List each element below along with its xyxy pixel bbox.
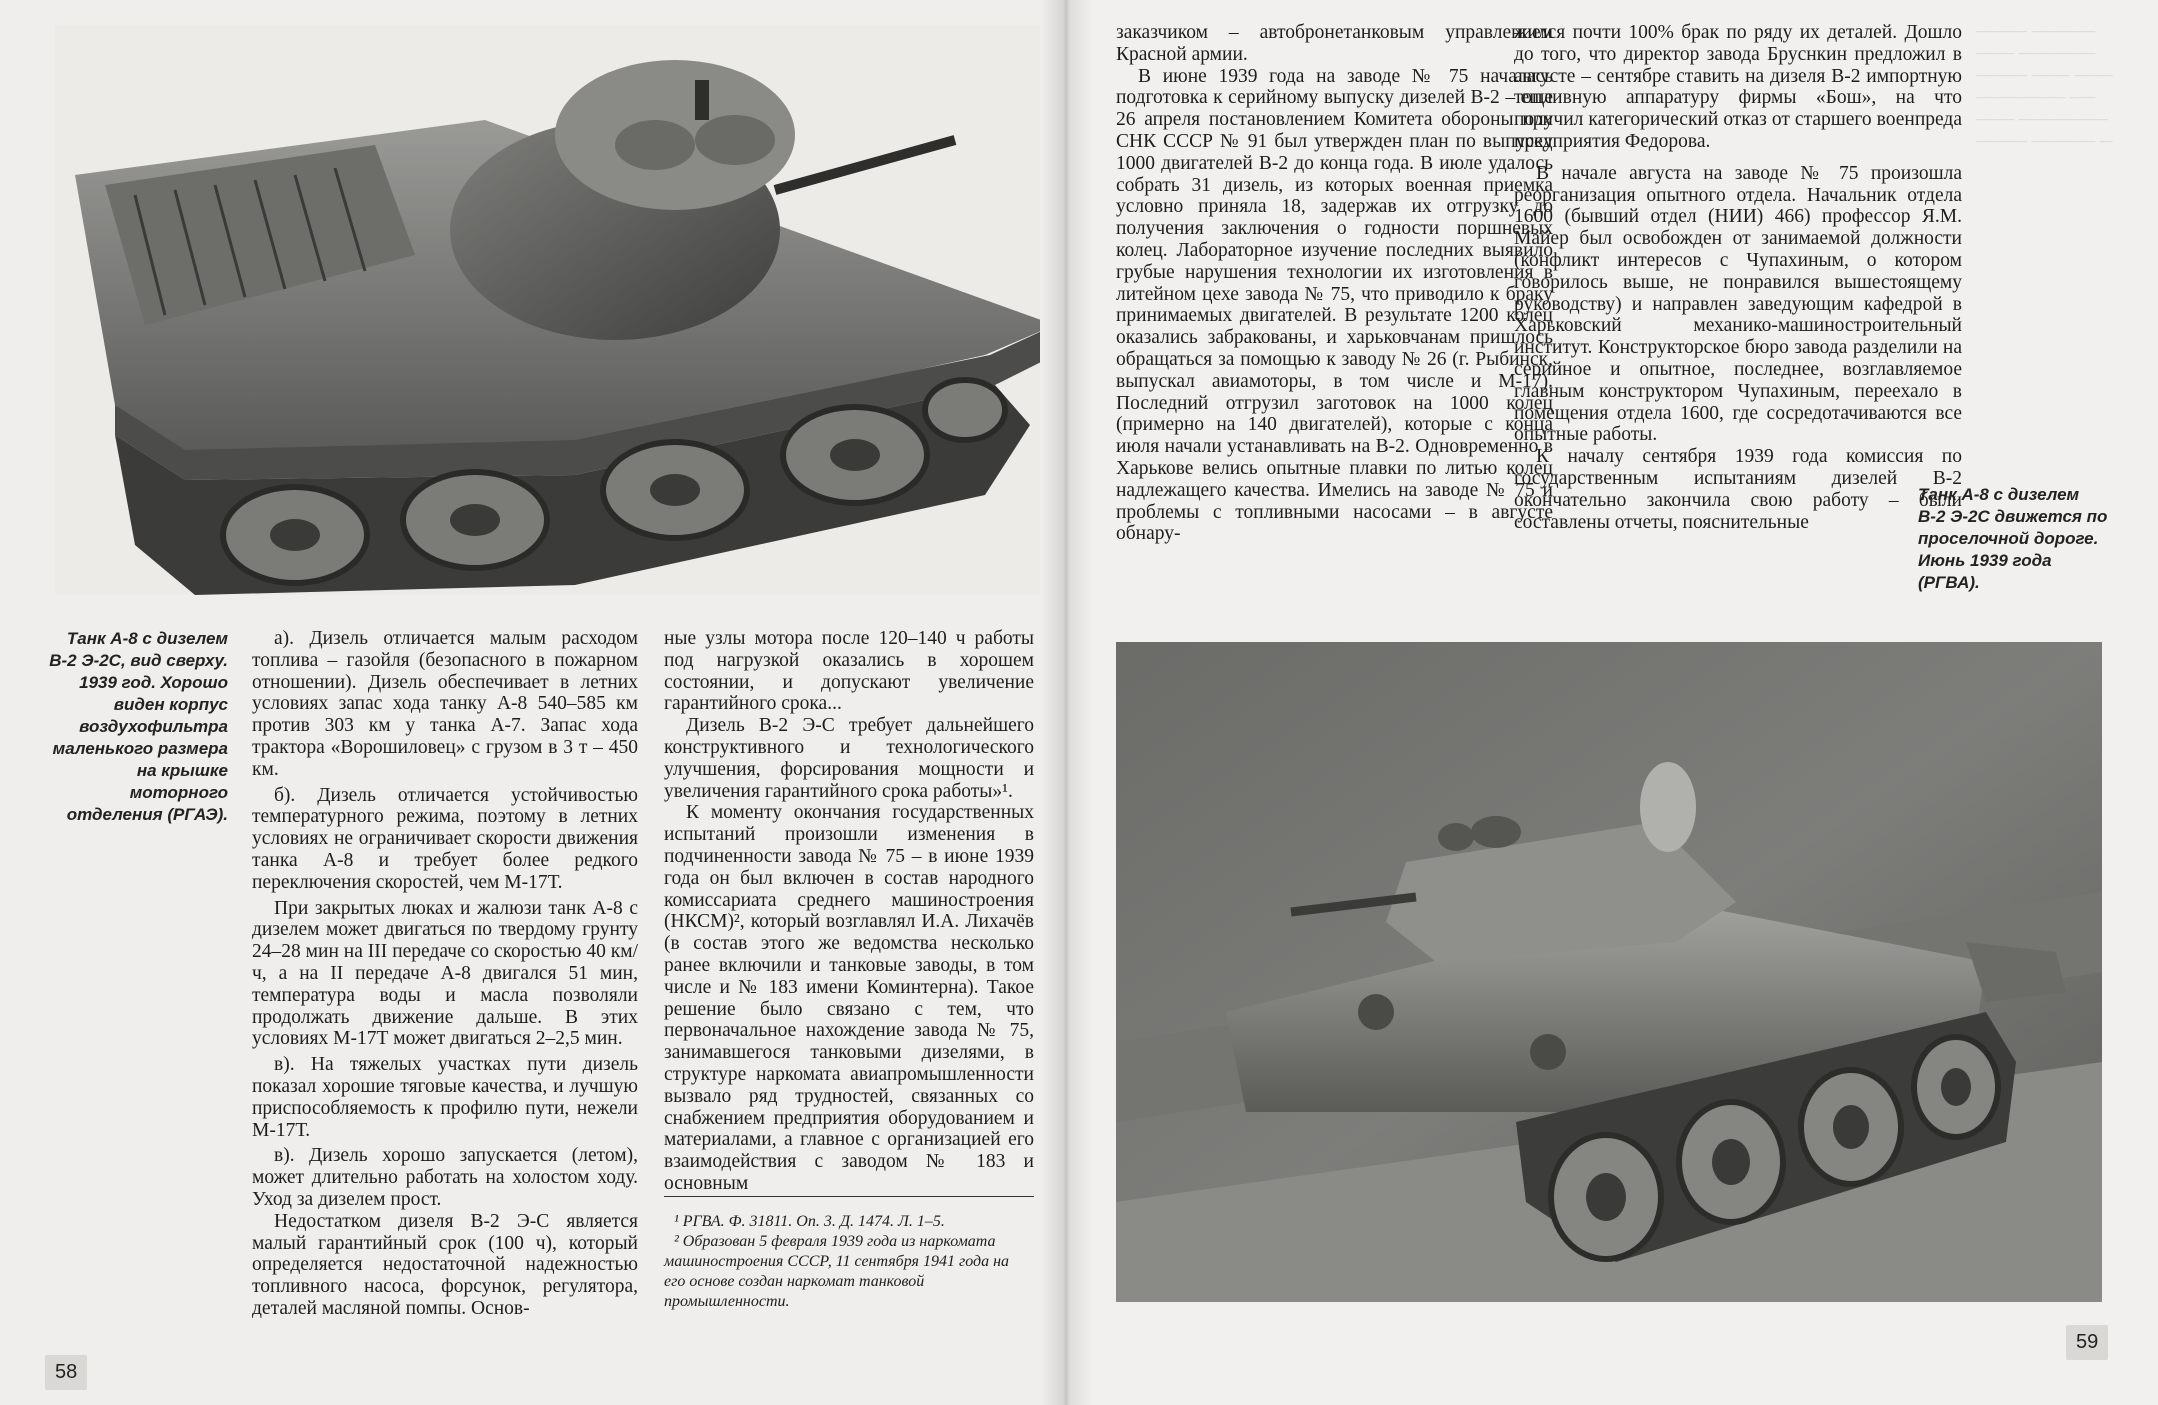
footnote-rule bbox=[664, 1196, 1034, 1197]
footnote-1: ¹ РГВА. Ф. 31811. Оп. 3. Д. 1474. Л. 1–5. bbox=[674, 1213, 945, 1230]
paragraph: в). Дизель хорошо запускается (летом), может длительно работать на холостом ходу. Уход за дизелем прост. bbox=[252, 1145, 638, 1210]
bleed-through-text: ──── ───── ─── ────── ──── ─── ─── ─────── ── ─── ─────── ──── ───── ─ bbox=[1976, 21, 2113, 151]
right-page bbox=[1066, 0, 2158, 1405]
paragraph: а). Дизель отличается малым расходом топлива – газойля (безопасного в пожарном отношении). Дизель обеспечивает в летних условиях запас хода танку А-8 540–585 км против 303 км у танка А-7. Запас хода трактора «Ворошиловец» с грузом в 3 т – 450 км. bbox=[252, 628, 638, 780]
page-number-left: 58 bbox=[45, 1355, 87, 1390]
tank-road-photo bbox=[1116, 642, 2102, 1302]
photo-caption-right: Танк А-8 с дизелем В-2 Э-2С движется по проселочной дороге. Июнь 1939 года (РГВА). bbox=[1918, 485, 2108, 592]
paragraph: К моменту окончания государственных испытаний произошли изменения в подчиненности завода № 75 – в июне 1939 года он был включен в состав народного комиссариата среднего машиностроения (НКСМ)², который возглавлял И.А. Лихачёв (в состав этого же ведомства несколько ранее включили и танковые заводы, в том числе и № 183 имени Коминтерна). Такое решение было связано с тем, что первоначальное нахождение завода № 75, занимавшегося танковыми дизелями, в структуре наркомата авиапромышленности вызвало ряд трудностей, связанных со снабжением предприятия оборудованием и материалами, а главное с организацией его взаимодействия с заводом № 183 и основным bbox=[664, 802, 1034, 1194]
paragraph: жился почти 100% брак по ряду их деталей. Дошло до того, что директор завода Бруснкин предложил в августе – сентябре ставить на дизеля В-2 импортную топливную аппаратуру фирмы «Бош», на что получил категорический отказ от старшего военпреда предприятия Федорова. bbox=[1514, 22, 1962, 152]
text-column-right-1 bbox=[1116, 22, 1553, 545]
tank-top-view-photo bbox=[55, 25, 1040, 595]
paragraph: заказчиком – автобронетанковым управлением Красной армии. bbox=[1116, 22, 1553, 65]
paragraph: ные узлы мотора после 120–140 ч работы под нагрузкой оказались в хорошем состоянии, и допускают увеличение гарантийного срока... bbox=[664, 628, 1034, 715]
paragraph: К началу сентября 1939 года комиссия по государственным испытаниям дизелей В-2 окончательно закончила свою работу – были составлены отчеты, пояснительные bbox=[1514, 446, 1962, 533]
paragraph: При закрытых люках и жалюзи танк А-8 с дизелем может двигаться по твердому грунту 24–28 мин на III передаче со скоростью 40 км/ч, а на II передаче А-8 двигался 51 мин, температура воды и масла позволяли продолжать движение дальше. В этих условиях М-17Т может двигаться 2–2,5 мин. bbox=[252, 897, 638, 1050]
page-number-right: 59 bbox=[2066, 1325, 2108, 1360]
photo-caption-left: Танк А-8 с дизелем В-2 Э-2С, вид сверху. 1939 год. Хорошо виден корпус воздухофильтра маленького размера на крышке моторного отделения (РГАЭ). bbox=[49, 629, 228, 824]
paragraph: В июне 1939 года на заводе № 75 началась подготовка к серийному выпуску дизелей В-2 – еще 26 апреля постановлением Комитета обороны при СНК СССР № 91 был утвержден план по выпуску 1000 двигателей В-2 до конца года. В июле удалось собрать 31 дизель, из которых военная приемка условно приняла 18, задержав их отгрузку до получения заключения о годности поршневых колец. Лабораторное изучение последних выявило грубые нарушения технологии их изготовления в литейном цехе завода № 75, что приводило к браку принимаемых двигателей. В результате 1200 колец оказались забракованы, и харьковчанам пришлось обращаться за помощью к заводу № 26 (г. Рыбинск, выпускал авиамоторы, в том числе и М-17). Последний отгрузил заготовок на 1000 колец (примерно на 140 двигателей), которые с конца июля начали устанавливать на В-2. Одновременно в Харькове велись опытные плавки по литью колец надлежащего качества. Имелись на заводе № 75 и проблемы с топливными насосами – в августе обнару- bbox=[1116, 65, 1553, 545]
paragraph: Недостатком дизеля В-2 Э-С является малый гарантийный срок (100 ч), который определяется недостаточной надежностью топливного насоса, форсунок, регулятора, деталей масляной помпы. Основ- bbox=[252, 1210, 638, 1319]
paragraph: В начале августа на заводе № 75 произошла реорганизация опытного отдела. Начальник отдела 1600 (бывший отдел (НИИ) 466) профессор Я.М. Майер был освобожден от занимаемой должности (конфликт интересов с Чупахиным, о котором говорилось выше, не понравился вышестоящему руководству) и направлен заведующим кафедрой в Харьковский механико-машиностроительный институт. Конструкторское бюро завода разделили на серийное и опытное, последнее, возглавляемое главным конструктором Чупахиным, переехало в помещения отдела 1600, где сосредотачиваются все опытные работы. bbox=[1514, 162, 1962, 446]
text-column-left-1 bbox=[252, 628, 638, 1320]
footnote-2: ² Образован 5 февраля 1939 года из наркомата машиностроения СССР, 11 сентября 1941 года на его основе создан наркомат танковой промышленности. bbox=[664, 1233, 1010, 1310]
paragraph: Дизель В-2 Э-С требует дальнейшего конструктивного и технологического улучшения, форсирования мощности и увеличения гарантийного срока работы»¹. bbox=[664, 715, 1034, 802]
left-page bbox=[0, 0, 1066, 1405]
text-column-right-2 bbox=[1514, 22, 1962, 533]
paragraph: в). На тяжелых участках пути дизель показал хорошие тяговые качества, и лучшую приспособляемость к профилю пути, нежели М-17Т. bbox=[252, 1054, 638, 1141]
text-column-left-2 bbox=[664, 628, 1034, 1195]
paragraph: б). Дизель отличается устойчивостью температурного режима, поэтому в летних условиях не ограничивает скорости движения танка А-8 и требует более редкого переключения скоростей, чем М-17Т. bbox=[252, 784, 638, 893]
footnotes bbox=[664, 1212, 1034, 1312]
